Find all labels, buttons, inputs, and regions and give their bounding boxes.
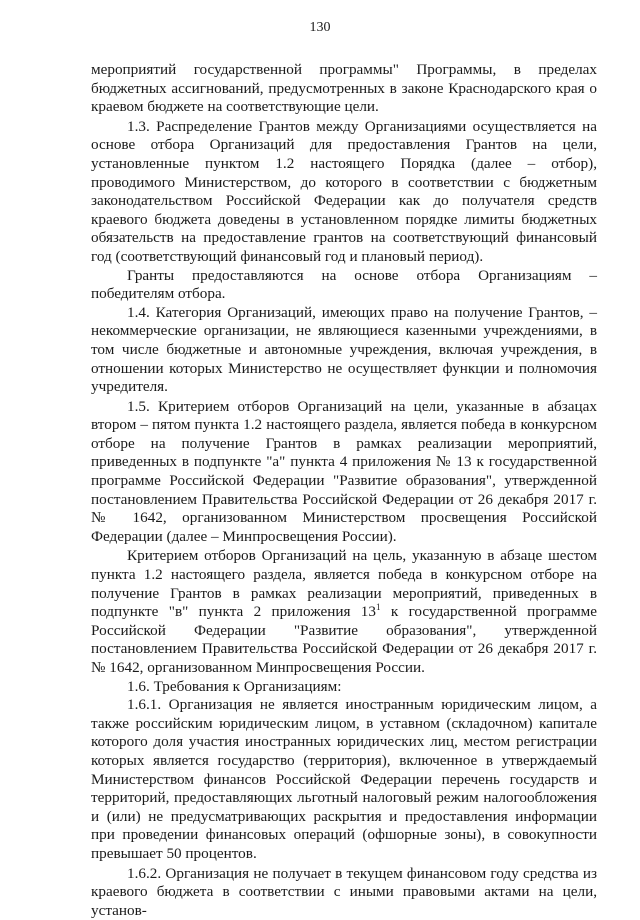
footnote-mark: 1: [376, 602, 381, 613]
criterion-text-part1: Критерием отборов Организаций на цель, указанную в абзаце шестом пункта 1.2 настоящего раздела, является победа в конкурсном отборе на получение Грантов в рамках реализации мероприятий, приведенных в подпункте "в" пункта 2 приложения 13: [91, 547, 597, 621]
page-number: 130: [309, 20, 331, 35]
paragraph-1-3: 1.3. Распределение Грантов между Организациями осуществляется на основе отбора Организаций для предоставления Грантов на цели, установленные пунктом 1.2 настоящего Порядка (далее – отбор), проводимого Министерством, до которого в соответствии с бюджетным законодательством Российской Федерации как до получателя средств краевого бюджета доведены в установленном порядке лимиты бюджетных обязательств на предоставление грантов на соответствующий финансовый год (соответствующий финансовый год и плановый период).: [91, 117, 597, 265]
criterion-text-part2: к государственной программе Российской Федерации "Развитие образования", утвержденной постановлением Правительства Российской Федерации от 26 декабря 2017 г. № 1642, организованном Минпросвещения России.: [91, 603, 597, 676]
paragraph-grants-selection: Гранты предоставляются на основе отбора Организациям – победителям отбора.: [91, 266, 597, 303]
paragraph-1-6-2: 1.6.2. Организация не получает в текущем финансовом году средства из краевого бюджета в соответствии с иными правовыми актами на цели, установ-: [91, 864, 597, 919]
document-body: [91, 61, 597, 920]
paragraph-criterion-sixth: [91, 547, 597, 677]
paragraph-1-6-1: 1.6.1. Организация не является иностранным юридическим лицом, а также российским юридическим лицом, в уставном (складочном) капитале которого доля участия иностранных юридических лиц, местом регистрации которых является государство (территория), включенное в утверждаемый Министерством финансов Российской Федерации перечень государств и территорий, предоставляющих льготный налоговый режим налогообложения и (или) не предусматривающих раскрытия и предоставления информации при проведении финансовых операций (офшорные зоны), в совокупности превышает 50 процентов.: [91, 696, 597, 862]
paragraph-continuation: мероприятий государственной программы" Программы, в пределах бюджетных ассигнований, предусмотренных в законе Краснодарского края о краевом бюджете на соответствующие цели.: [91, 61, 597, 116]
paragraph-1-4: 1.4. Категория Организаций, имеющих право на получение Грантов, – некоммерческие организации, не являющиеся казенными учреждениями, в том числе бюджетные и автономные учреждения, включая учреждения, в отношении которых Министерство не осуществляет функции и полномочия учредителя.: [91, 303, 597, 396]
paragraph-1-6: 1.6. Требования к Организациям:: [127, 677, 342, 695]
paragraph-1-5: 1.5. Критерием отборов Организаций на цели, указанные в абзацах втором – пятом пункта 1.2 настоящего раздела, является победа в конкурсном отборе на получение Грантов в рамках реализации мероприятий, приведенных в подпункте "а" пункта 4 приложения № 13 к государственной программе Российской Федерации "Развитие образования", утвержденной постановлением Правительства Российской Федерации от 26 декабря 2017 г. № 1642, организованном Министерством просвещения Российской Федерации (далее – Минпросвещения России).: [91, 397, 597, 545]
